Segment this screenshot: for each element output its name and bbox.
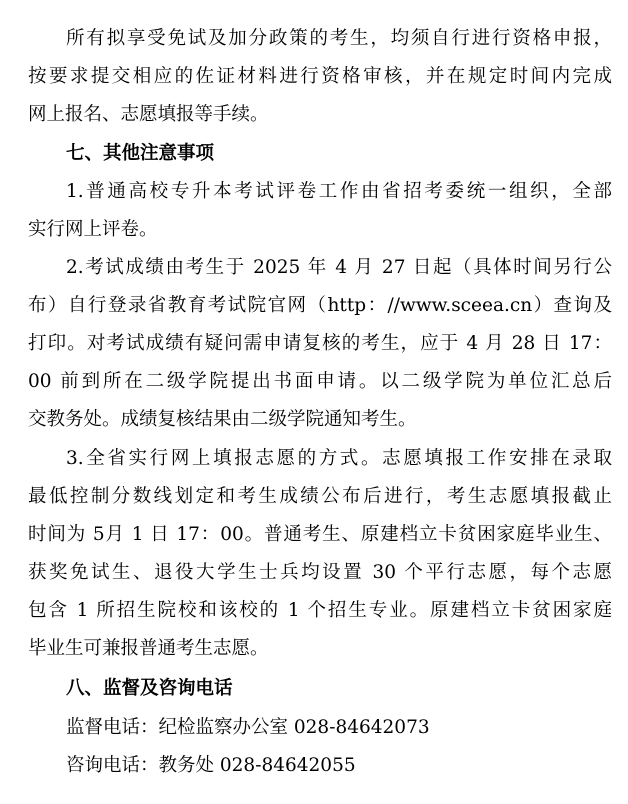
paragraph-line: 打印。对考试成绩有疑问需申请复核的考生，应于 4 月 28 日 17： — [28, 333, 612, 354]
paragraph-line: 所有拟享受免试及加分政策的考生，均须自行进行资格申报， — [66, 28, 612, 49]
paragraph-line: 按要求提交相应的佐证材料进行资格审核，并在规定时间内完成 — [28, 66, 612, 87]
paragraph-line: 3.全省实行网上填报志愿的方式。志愿填报工作安排在录取 — [66, 448, 612, 469]
paragraph-line: 实行网上评卷。 — [28, 219, 158, 240]
section-heading: 七、其他注意事项 — [66, 143, 215, 164]
paragraph-line: 毕业生可兼报普通考生志愿。 — [28, 638, 269, 659]
paragraph-line: 00 前到所在二级学院提出书面申请。以二级学院为单位汇总后 — [28, 371, 612, 392]
contact-line: 咨询电话：教务处 028-84642055 — [66, 755, 356, 776]
paragraph-line: 时间为 5月 1 日 17：00。普通考生、原建档立卡贫困家庭毕业生、 — [28, 524, 612, 545]
paragraph-line: 最低控制分数线划定和考生成绩公布后进行，考生志愿填报截止 — [28, 486, 612, 507]
section-heading: 八、监督及咨询电话 — [66, 678, 233, 699]
paragraph-line: 布）自行登录省教育考试院官网（http：//www.sceea.cn）查询及 — [28, 295, 612, 316]
paragraph-line: 2.考试成绩由考生于 2025 年 4 月 27 日起（具体时间另行公 — [66, 257, 612, 278]
paragraph-line: 交教务处。成绩复核结果由二级学院通知考生。 — [28, 409, 417, 430]
paragraph-line: 包含 1 所招生院校和该校的 1 个招生专业。原建档立卡贫困家庭 — [28, 600, 612, 621]
paragraph-line: 1.普通高校专升本考试评卷工作由省招考委统一组织，全部 — [66, 181, 612, 202]
paragraph-line: 网上报名、志愿填报等手续。 — [28, 104, 269, 125]
paragraph-line: 获奖免试生、退役大学生士兵均设置 30 个平行志愿，每个志愿 — [28, 562, 612, 583]
contact-line: 监督电话：纪检监察办公室 028-84642073 — [66, 717, 430, 738]
